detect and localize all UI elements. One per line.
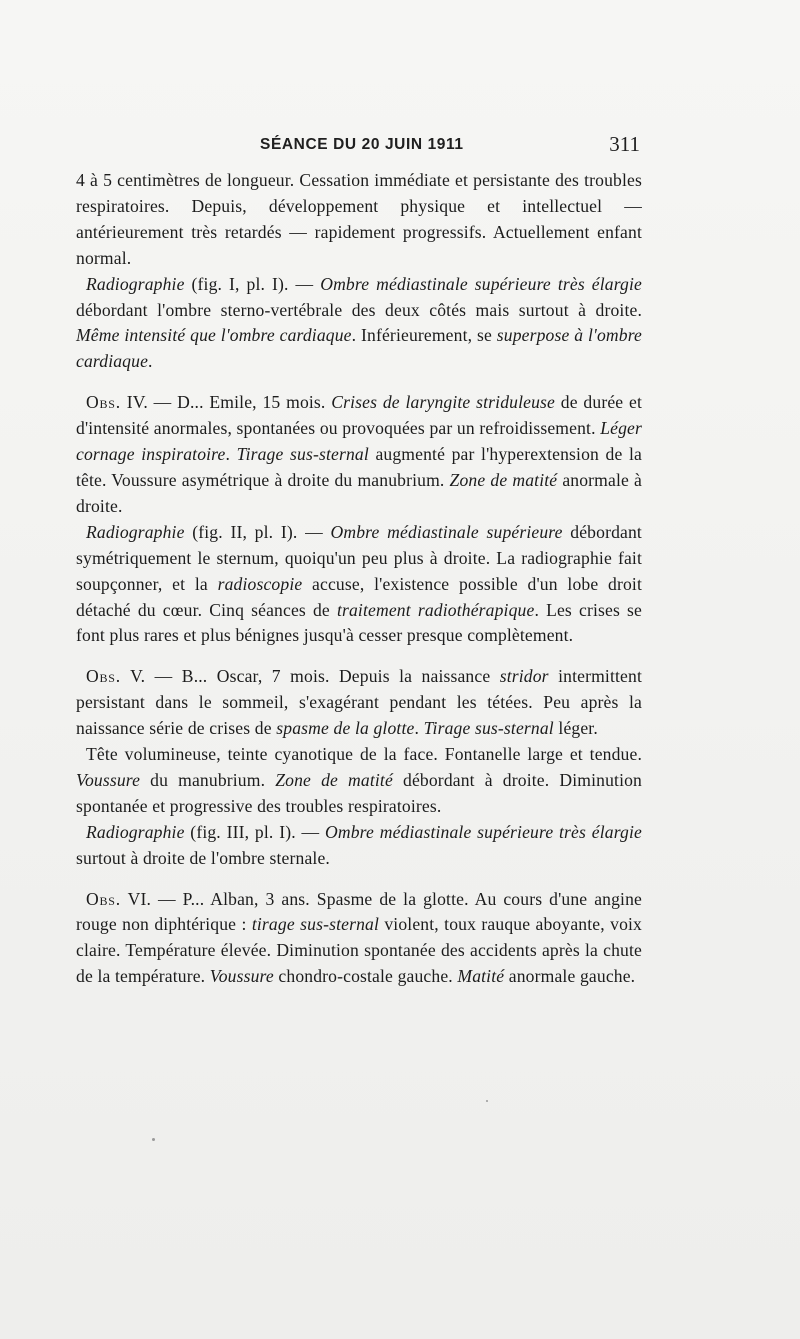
text-run: débordant symétriquement le sternum, quoiqu'un peu plus à droite. La radiographie fait soupçonner, et la [76,521,642,594]
text-run: . [148,351,153,372]
italic-run: Voussure [76,769,141,790]
text-run: débordant l'ombre sterno-vertébrale des deux côtés mais surtout à droite. [76,299,642,320]
page-header [74,132,640,162]
italic-run: Matité [457,966,505,987]
paragraph-radiographie-2 [76,520,642,650]
italic-run: Crises de laryngite striduleuse [331,392,556,413]
text-run: débordant à droite. Diminution spontanée et progressive des troubles respiratoires. [76,769,642,816]
text-run: . Les crises se font plus rares et plus bénignes jusqu'à cesser presque complètement. [76,599,642,646]
obs-label: Obs. [86,392,121,413]
text-run: anormale gauche. [504,966,636,987]
italic-run: Tirage sus-sternal [236,444,369,465]
paragraph-radiographie-3 [76,820,642,872]
italic-run: superpose à l'ombre cardiaque [76,325,643,372]
text-run: surtout à droite de l'ombre sternale. [76,847,330,868]
text-run: Tête volumineuse, teinte cyanotique de la face. Fontanelle large et tendue. [86,744,642,765]
text-run: . Inférieurement, se [351,325,497,346]
italic-run: Même intensité que l'ombre cardiaque [76,325,352,346]
italic-run: radioscopie [217,573,303,594]
italic-run: tirage sus-sternal [251,914,380,935]
italic-run: Zone de matité [275,769,393,790]
text-run: anormale à droite. [76,469,642,516]
body-text [76,168,642,990]
text-run: (fig. III, pl. I). — [184,821,326,842]
italic-run: Voussure [209,966,274,987]
obs-label: Obs. [86,888,121,909]
italic-run: traitement radiothérapique [336,599,535,620]
italic-run: Radiographie [86,521,185,542]
obs-label: Obs. [86,666,121,687]
text-run: accuse, l'existence possible d'un lobe droit détaché du cœur. Cinq séances de [76,573,642,620]
text-run: du manubrium. [140,769,276,790]
text-run: violent, toux rauque aboyante, voix claire. Température élevée. Diminution spontanée des accidents après la chute de la température. [76,914,642,987]
running-head: SÉANCE DU 20 JUIN 1911 [260,136,464,153]
text-run: 4 à 5 centimètres de longueur. Cessation immédiate et persistante des troubles respiratoires. Depuis, développement physique et intellectuel — antérieurement très retardés — rapidement progressifs. Actuellement enfant normal. [76,170,642,268]
italic-run: Léger cornage inspiratoire [76,418,642,465]
italic-run: Radiographie [86,821,185,842]
paragraph-obs5-signs [76,742,642,820]
italic-run: Ombre médiastinale supérieure très élargie [320,273,642,294]
text-run: VI. — P... Alban, 3 ans. Spasme de la glotte. Au cours d'une angine rouge non diphtérique : [76,888,642,935]
paper-speck [152,1138,155,1141]
paragraph-obs3-end [76,168,642,272]
paper-speck [486,1100,488,1102]
italic-run: stridor [499,666,549,687]
paragraph-obs5 [76,664,642,742]
italic-run: Tirage sus-sternal [423,718,554,739]
text-run: IV. — D... Emile, 15 mois. [120,392,332,413]
text-run: intermittent persistant dans le sommeil, s'exagérant pendant les tétées. Peu après la naissance série de crises de [76,666,642,739]
italic-run: Ombre médiastinale supérieure très élargie [325,821,642,842]
italic-run: Ombre médiastinale supérieure [330,521,563,542]
page-number: 311 [609,132,640,156]
text-run: augmenté par l'hyperextension de la tête. Voussure asymétrique à droite du manubrium. [76,444,642,490]
text-run: (fig. I, pl. I). — [184,273,321,294]
italic-run: Zone de matité [449,469,558,490]
paragraph-radiographie-1 [76,272,642,376]
text-run: léger. [553,718,598,739]
text-run: chondro-costale gauche. [273,966,458,987]
paragraph-obs4 [76,390,642,520]
text-run: V. — B... Oscar, 7 mois. Depuis la naissance [120,666,500,687]
text-run: de durée et d'intensité anormales, spontanées ou provoquées par un refroidissement. [76,392,643,439]
text-run: (fig. II, pl. I). — [184,521,331,542]
italic-run: Radiographie [86,273,185,294]
paragraph-obs6 [76,887,642,991]
text-run: . [414,718,424,739]
italic-run: spasme de la glotte [276,718,415,739]
text-run: . [225,444,237,465]
